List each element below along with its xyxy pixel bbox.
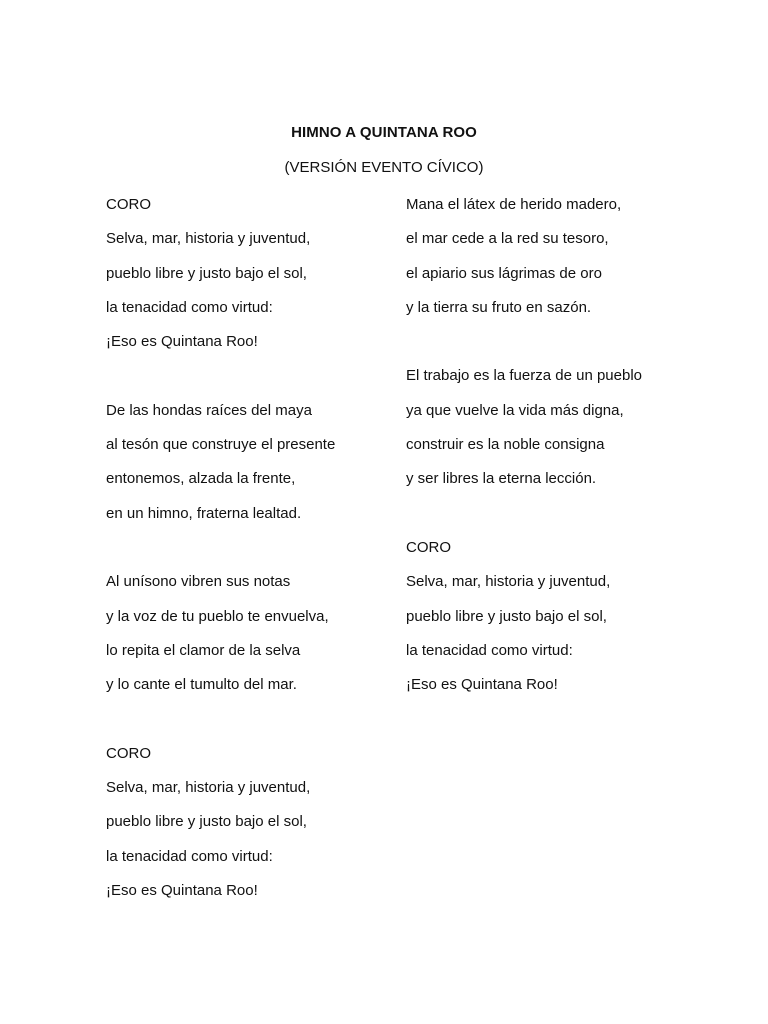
right-column <box>406 194 706 708</box>
coro-label: CORO <box>106 196 151 213</box>
coro-label: CORO <box>406 538 451 556</box>
stanza-line: entonemos, alzada la frente, <box>106 470 296 488</box>
stanza-line: Mana el látex de herido madero, <box>406 196 622 213</box>
stanza-spacer <box>106 708 396 742</box>
stanza-line: construir es la noble consigna <box>406 436 605 454</box>
coro-line: Selva, mar, historia y juventud, <box>106 230 311 248</box>
stanza-line: De las hondas raíces del maya <box>106 401 312 419</box>
page-subtitle: (VERSIÓN EVENTO CÍVICO) <box>284 159 484 176</box>
stanza-line: y la tierra su fruto en sazón. <box>406 298 592 316</box>
stanza-line: y la voz de tu pueblo te envuelva, <box>106 607 329 625</box>
stanza-line: y lo cante el tumulto del mar. <box>106 676 297 694</box>
coro-line: pueblo libre y justo bajo el sol, <box>106 264 307 282</box>
left-column <box>106 194 396 914</box>
coro-line: la tenacidad como virtud: <box>106 847 273 865</box>
coro-label: CORO <box>106 744 151 762</box>
coro-line: pueblo libre y justo bajo el sol, <box>106 813 307 831</box>
stanza-line: el apiario sus lágrimas de oro <box>406 264 602 282</box>
stanza-spacer <box>106 365 396 399</box>
stanza-line: Al unísono vibren sus notas <box>106 573 291 591</box>
coro-line: ¡Eso es Quintana Roo! <box>406 676 558 694</box>
page-title: HIMNO A QUINTANA ROO <box>291 124 477 141</box>
stanza-line: en un himno, fraterna lealtad. <box>106 504 302 522</box>
coro-line: pueblo libre y justo bajo el sol, <box>406 607 607 625</box>
stanza-line: ya que vuelve la vida más digna, <box>406 401 624 419</box>
stanza-line: lo repita el clamor de la selva <box>106 641 301 659</box>
coro-line: Selva, mar, historia y juventud, <box>106 779 311 797</box>
coro-line: Selva, mar, historia y juventud, <box>406 573 611 591</box>
coro-line: la tenacidad como virtud: <box>106 298 273 316</box>
stanza-spacer <box>106 537 396 571</box>
coro-line: la tenacidad como virtud: <box>406 641 573 659</box>
coro-line: ¡Eso es Quintana Roo! <box>106 881 258 899</box>
stanza-spacer <box>406 503 706 537</box>
stanza-line: el mar cede a la red su tesoro, <box>406 230 609 248</box>
stanza-spacer <box>406 331 706 365</box>
stanza-line: y ser libres la eterna lección. <box>406 470 597 488</box>
coro-line: ¡Eso es Quintana Roo! <box>106 333 258 351</box>
stanza-line: El trabajo es la fuerza de un pueblo <box>406 367 642 385</box>
stanza-line: al tesón que construye el presente <box>106 436 336 454</box>
